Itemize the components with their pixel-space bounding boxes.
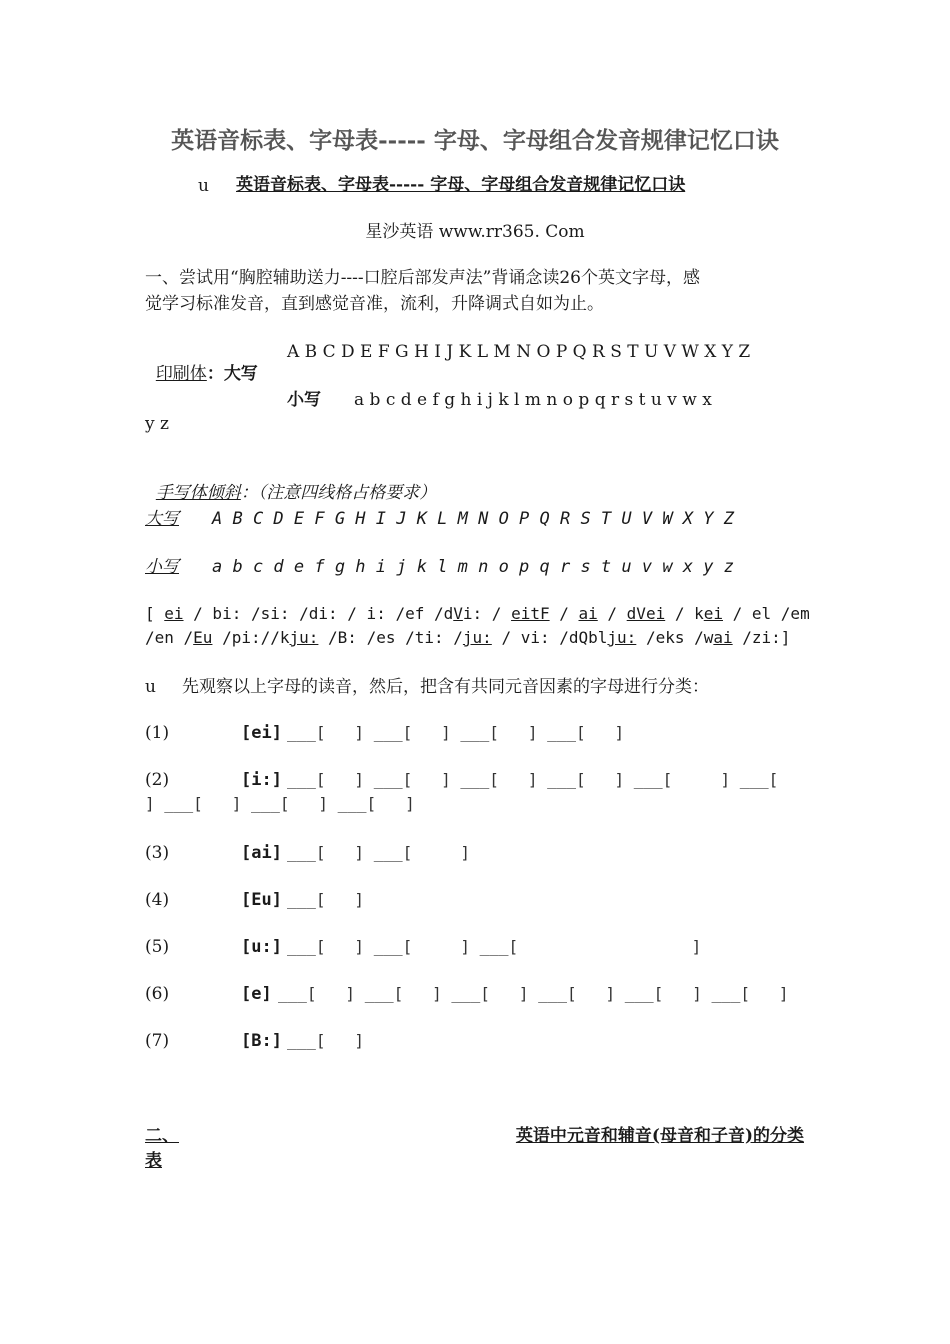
group-number: (1): [145, 723, 170, 743]
handwriting-row: [145, 460, 436, 504]
phonetic-line-2-seg: /eks /w: [636, 628, 714, 647]
phonetic-line-1-seg: eitF: [511, 604, 550, 623]
phonetic-line-1-seg: [: [145, 604, 165, 623]
group-sound: [u:]: [241, 937, 282, 957]
phonetic-line-2-seg: ju:: [289, 628, 319, 647]
handwriting-upper-label: 大写: [145, 509, 179, 529]
group-blanks[interactable]: ___[ ] ___[ ] ___[ ] ___[ ] ___[ ] ___[ ]: [278, 984, 789, 1003]
print-upper-letters: A B C D E F G H I J K L M N O P Q R S T U V W X Y Z: [287, 342, 751, 362]
print-lower-letters-1: a b c d e f g h i j k l m n o p q r s t u v w x: [354, 390, 712, 410]
group-blanks[interactable]: ___[ ]: [287, 1031, 365, 1050]
group-blanks[interactable]: ___[ ] ___[ ] ___[ ] ___[ ] ___[ ] ___[: [287, 770, 779, 789]
handwriting-upper-letters: A B C D E F G H I J K L M N O P Q R S T U V W X Y Z: [212, 509, 734, 529]
section2-number: 二、: [145, 1126, 179, 1146]
phonetic-line-1-seg: V: [453, 604, 463, 623]
group-number: (2): [145, 770, 170, 790]
classify-intro: 先观察以上字母的读音，然后，把含有共同元音因素的字母进行分类：: [182, 677, 709, 697]
phonetic-line-2-seg: /pi://k: [212, 628, 290, 647]
group-sound: [i:]: [241, 770, 282, 790]
phonetic-line-1-seg: /: [549, 604, 579, 623]
group-blanks-continued[interactable]: ] ___[ ] ___[ ] ___[ ]: [145, 794, 415, 813]
print-lower-letters-2: y z: [145, 414, 169, 434]
group-blanks[interactable]: ___[ ] ___[ ]: [287, 843, 471, 862]
phonetic-line-1-seg: / bi: /si: /di: / i: /ef /d: [183, 604, 454, 623]
group-sound: [ai]: [241, 843, 282, 863]
phonetic-line-2-seg: /en /: [145, 628, 194, 647]
handwriting-label: 手写体倾斜: [155, 483, 241, 503]
phonetic-line-1-seg: /: [597, 604, 627, 623]
phonetic-line-2-seg: /B: /es /ti: /: [318, 628, 463, 647]
print-lower-label: 小写: [287, 390, 321, 410]
section1-line1: 一、尝试用“胸腔辅助送力----口腔后部发声法”背诵念读26个英文字母，感: [145, 268, 700, 288]
phonetic-line-2: [145, 627, 790, 649]
phonetic-line-1-seg: / k: [665, 604, 704, 623]
handwriting-note: ：（注意四线格占格要求）: [240, 483, 437, 503]
phonetic-line-2-seg: ju:: [462, 628, 492, 647]
group-blanks[interactable]: ___[ ]: [287, 890, 365, 909]
subtitle-link[interactable]: 英语音标表、字母表----- 字母、字母组合发音规律记忆口诀: [236, 175, 686, 195]
phonetic-line-1-seg: ai: [578, 604, 598, 623]
classify-bullet: u: [145, 677, 156, 697]
print-colon: ：: [206, 364, 224, 384]
group-sound: [e]: [241, 984, 272, 1004]
group-blanks[interactable]: ___[ ] ___[ ] ___[ ] ___[ ]: [287, 723, 625, 742]
handwriting-lower-letters: a b c d e f g h i j k l m n o p q r s t u v w x y z: [212, 557, 734, 577]
source-line: 星沙英语 www.rr365. Com: [365, 222, 585, 242]
phonetic-line-1-seg: ei: [164, 604, 184, 623]
subtitle-bullet: u: [198, 176, 209, 196]
phonetic-line-2-seg: ai: [713, 628, 733, 647]
phonetic-line-1: [145, 603, 810, 625]
group-sound: [B:]: [241, 1031, 282, 1051]
phonetic-line-1-seg: i: /: [462, 604, 512, 623]
group-blanks[interactable]: ___[ ] ___[ ] ___[ ]: [287, 937, 702, 956]
phonetic-line-2-seg: / vi: /dQbl: [491, 628, 608, 647]
phonetic-line-2-seg: /zi:]: [732, 628, 791, 647]
print-upper-label: 大写: [223, 364, 258, 384]
section2-tail: 表: [145, 1151, 162, 1171]
section2-title: 英语中元音和辅音(母音和子音)的分类: [515, 1126, 804, 1146]
phonetic-line-2-seg: Eu: [193, 628, 213, 647]
group-number: (5): [145, 937, 170, 957]
group-number: (4): [145, 890, 170, 910]
print-label: 印刷体: [155, 364, 207, 384]
phonetic-line-1-seg: / el /em: [723, 604, 810, 623]
section1-line2: 觉学习标准发音，直到感觉音准，流利，升降调式自如为止。: [145, 294, 604, 314]
group-sound: [ei]: [241, 723, 282, 743]
group-number: (6): [145, 984, 170, 1004]
phonetic-line-1-seg: ei: [703, 604, 723, 623]
group-number: (3): [145, 843, 170, 863]
group-sound: [Eu]: [241, 890, 282, 910]
phonetic-line-2-seg: ju:: [607, 628, 637, 647]
phonetic-line-1-seg: dVei: [626, 604, 666, 623]
document-title: 英语音标表、字母表----- 字母、字母组合发音规律记忆口诀: [171, 127, 779, 154]
group-number: (7): [145, 1031, 170, 1051]
print-row-upper: [145, 341, 258, 385]
handwriting-lower-label: 小写: [145, 557, 179, 577]
